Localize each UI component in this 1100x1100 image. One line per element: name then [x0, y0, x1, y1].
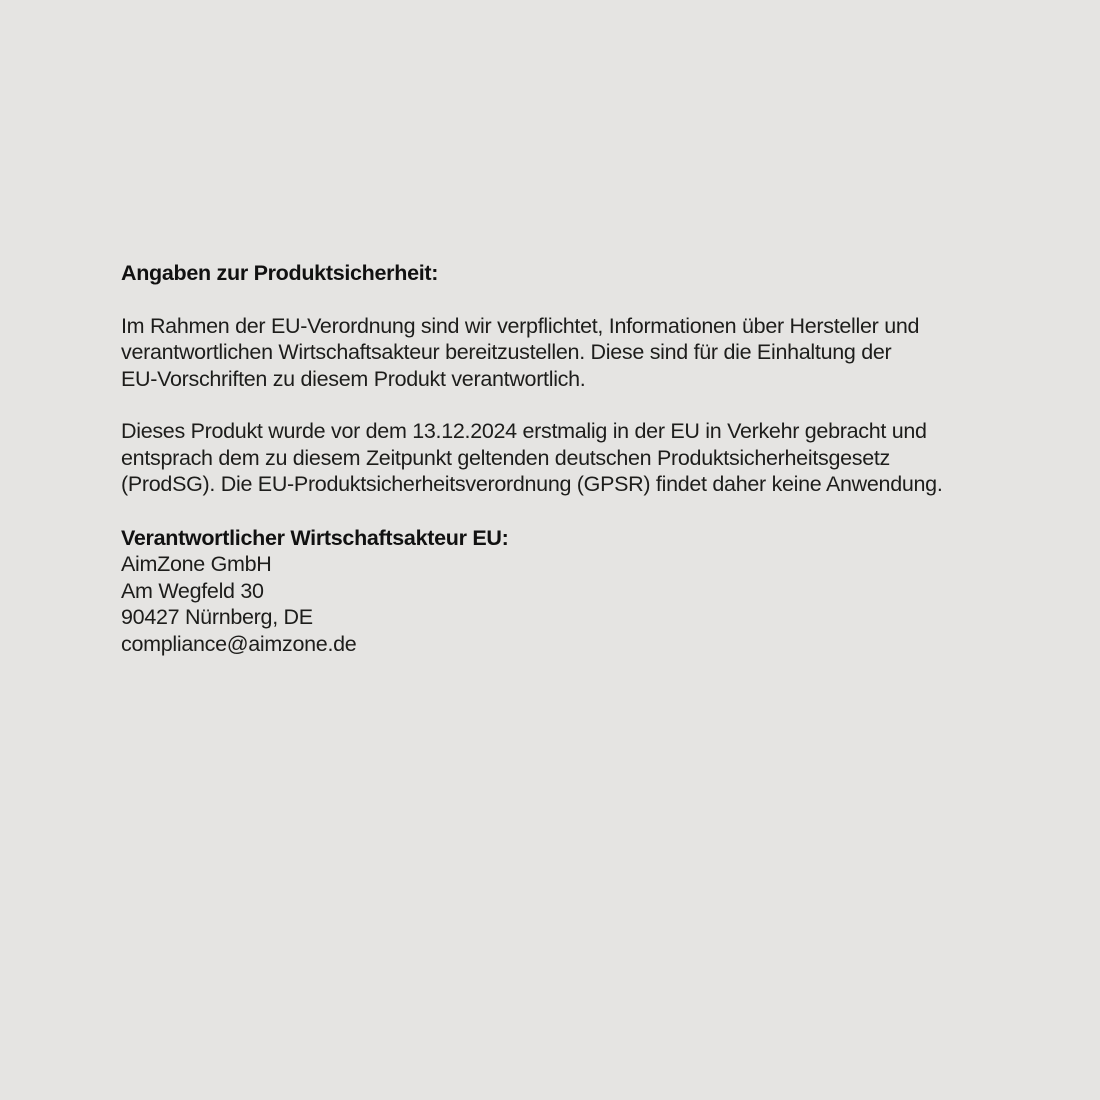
- responsible-economic-operator-heading: Verantwortlicher Wirtschaftsakteur EU:: [121, 525, 509, 550]
- paragraph-line: EU-Vorschriften zu diesem Produkt verantwortlich.: [121, 366, 586, 391]
- paragraph-line: Dieses Produkt wurde vor dem 13.12.2024 erstmalig in der EU in Verkehr gebracht und: [121, 419, 927, 443]
- product-safety-heading: Angaben zur Produktsicherheit:: [121, 261, 439, 285]
- eu-regulation-paragraph: [121, 313, 1021, 393]
- company-name: AimZone GmbH: [121, 552, 272, 576]
- paragraph-line: entsprach dem zu diesem Zeitpunkt geltenden deutschen Produktsicherheitsgesetz: [121, 445, 890, 470]
- contact-email: compliance@aimzone.de: [121, 631, 357, 656]
- city-address: 90427 Nürnberg, DE: [121, 605, 313, 629]
- economic-operator-address: [121, 551, 1021, 657]
- street-address: Am Wegfeld 30: [121, 578, 264, 603]
- product-safety-info-block: [121, 260, 1021, 657]
- paragraph-line: (ProdSG). Die EU-Produktsicherheitsverordnung (GPSR) findet daher keine Anwendung.: [121, 472, 943, 496]
- prodsg-paragraph: [121, 418, 1021, 498]
- paragraph-line: Im Rahmen der EU-Verordnung sind wir verpflichtet, Informationen über Hersteller und: [121, 313, 920, 338]
- paragraph-line: verantwortlichen Wirtschaftsakteur bereitzustellen. Diese sind für die Einhaltung der: [121, 340, 892, 364]
